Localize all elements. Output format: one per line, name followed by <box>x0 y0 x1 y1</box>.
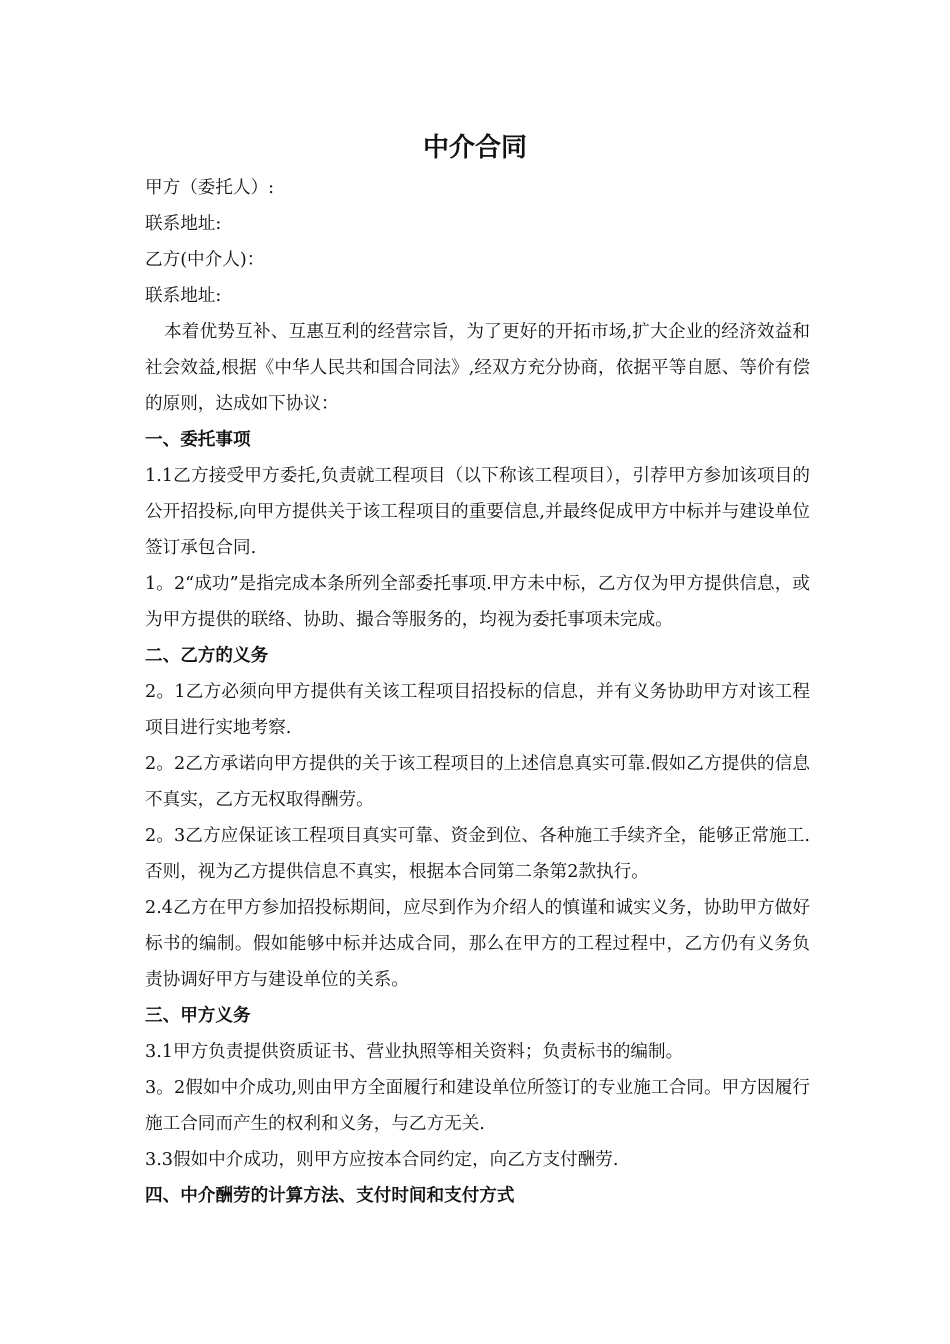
clause-1-2: 1。2“成功”是指完成本条所列全部委托事项.甲方未中标，乙方仅为甲方提供信息，或为甲方提供的联络、协助、撮合等服务的，均视为委托事项未完成。 <box>145 574 810 630</box>
section-3 <box>145 998 810 1178</box>
clause-2-3: 2。3乙方应保证该工程项目真实可靠、资金到位、各种施工手续齐全，能够正常施工.否则，视为乙方提供信息不真实，根据本合同第二条第2款执行。 <box>145 826 810 882</box>
section-1 <box>145 422 810 638</box>
preamble-paragraph: 本着优势互补、互惠互利的经营宗旨，为了更好的开拓市场,扩大企业的经济效益和社会效益,根据《中华人民共和国合同法》,经双方充分协商，依据平等自愿、等价有偿的原则，达成如下协议： <box>145 322 810 414</box>
section-4 <box>145 1178 810 1214</box>
document-body <box>145 170 810 1214</box>
section-heading: 二、乙方的义务 <box>145 645 269 666</box>
clause-3-3: 3.3假如中介成功，则甲方应按本合同约定，向乙方支付酬劳. <box>145 1150 619 1170</box>
document-title: 中介合同 <box>422 133 527 163</box>
clause-1-1: 1.1乙方接受甲方委托,负责就工程项目（以下称该工程项目），引荐甲方参加该项目的公开招投标,向甲方提供关于该工程项目的重要信息,并最终促成甲方中标并与建设单位签订承包合同. <box>145 466 810 558</box>
section-heading: 三、甲方义务 <box>145 1005 251 1026</box>
party-b-address-line: 联系地址: <box>145 286 222 306</box>
section-2 <box>145 638 810 998</box>
party-a-line: 甲方（委托人）: <box>145 178 275 198</box>
clause-3-1: 3.1甲方负责提供资质证书、营业执照等相关资料；负责标书的编制。 <box>145 1042 684 1062</box>
clause-3-2: 3。2假如中介成功,则由甲方全面履行和建设单位所签订的专业施工合同。甲方因履行施工合同而产生的权利和义务，与乙方无关. <box>145 1078 810 1134</box>
section-heading: 四、中介酬劳的计算方法、支付时间和支付方式 <box>145 1185 515 1206</box>
party-a-address-line: 联系地址: <box>145 214 222 234</box>
party-b-line: 乙方(中介人)： <box>145 250 265 270</box>
clause-2-1: 2。1乙方必须向甲方提供有关该工程项目招投标的信息，并有义务协助甲方对该工程项目进行实地考察. <box>145 682 810 738</box>
section-heading: 一、委托事项 <box>145 429 251 450</box>
clause-2-4: 2.4乙方在甲方参加招投标期间，应尽到作为介绍人的慎谨和诚实义务，协助甲方做好标书的编制。假如能够中标并达成合同，那么在甲方的工程过程中，乙方仍有义务负责协调好甲方与建设单位的关系。 <box>145 898 810 990</box>
clause-2-2: 2。2乙方承诺向甲方提供的关于该工程项目的上述信息真实可靠.假如乙方提供的信息不真实，乙方无权取得酬劳。 <box>145 754 810 810</box>
